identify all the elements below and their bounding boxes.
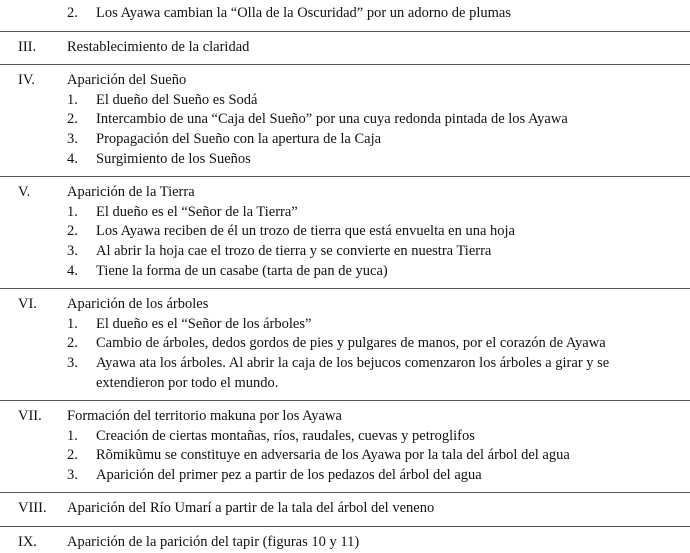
item-text: Al abrir la hoja cae el trozo de tierra y se convierte en nuestra Tierra <box>96 242 492 259</box>
item-text: Ayawa ata los árboles. Al abrir la caja de los bejucos comenzaron los árboles a girar y se extendieron por todo el mundo. <box>96 354 610 391</box>
section-numeral: IX. <box>18 534 37 551</box>
list-item <box>0 466 690 486</box>
item-text: Tiene la forma de un casabe (tarta de pan de yuca) <box>96 262 388 279</box>
item-number: 2. <box>67 223 78 240</box>
item-text: El dueño es el “Señor de los árboles” <box>96 315 312 332</box>
row-divider <box>0 288 690 289</box>
item-text: Propagación del Sueño con la apertura de la Caja <box>96 130 382 147</box>
item-number: 2. <box>67 335 78 352</box>
section-title: Aparición de la parición del tapir (figuras 10 y 11) <box>67 534 360 551</box>
item-text: Creación de ciertas montañas, ríos, raudales, cuevas y petroglifos <box>96 427 475 444</box>
item-number: 4. <box>67 150 78 167</box>
item-number: 2. <box>67 447 78 464</box>
row-divider <box>0 31 690 32</box>
section-iv <box>0 71 690 169</box>
item-text: El dueño del Sueño es Sodá <box>96 91 258 108</box>
section-numeral: V. <box>18 184 31 201</box>
item-number: 1. <box>67 427 78 444</box>
item-text: El dueño es el “Señor de la Tierra” <box>96 203 298 220</box>
item-number: 4. <box>67 262 78 279</box>
list-item <box>0 315 690 335</box>
section-title: Aparición del Sueño <box>67 72 187 89</box>
section-vii <box>0 407 690 485</box>
item-text: Los Ayawa cambian la “Olla de la Oscuridad” por un adorno de plumas <box>96 5 512 21</box>
section-numeral: IV. <box>18 72 36 89</box>
list-item <box>0 4 690 24</box>
item-text: Surgimiento de los Sueños <box>96 150 251 167</box>
item-text: Los Ayawa reciben de él un trozo de tierra que está envuelta en una hoja <box>96 223 515 240</box>
item-number: 2. <box>67 5 78 21</box>
row-divider <box>0 400 690 401</box>
section-numeral: VI. <box>18 296 37 313</box>
item-number: 3. <box>67 130 78 147</box>
list-item <box>0 446 690 466</box>
item-text: Cambio de árboles, dedos gordos de pies y pulgares de manos, por el corazón de Ayawa <box>96 335 606 352</box>
item-text: Aparición del primer pez a partir de los pedazos del árbol del agua <box>96 466 482 483</box>
row-divider <box>0 492 690 493</box>
outline-table <box>0 4 690 551</box>
item-number: 3. <box>67 466 78 483</box>
item-number: 1. <box>67 91 78 108</box>
list-item <box>0 130 690 150</box>
list-item <box>0 203 690 223</box>
item-number: 1. <box>67 315 78 332</box>
row-divider <box>0 176 690 177</box>
item-text: Rõmikũmu se constituye en adversaria de los Ayawa por la tala del árbol del agua <box>96 447 570 464</box>
item-number: 1. <box>67 203 78 220</box>
list-item <box>0 222 690 242</box>
item-text: Intercambio de una “Caja del Sueño” por una cuya redonda pintada de los Ayawa <box>96 111 568 128</box>
list-item <box>0 354 690 393</box>
item-number: 3. <box>67 242 78 259</box>
list-item <box>0 427 690 447</box>
section-ix <box>0 533 690 551</box>
item-number: 2. <box>67 111 78 128</box>
list-item <box>0 150 690 170</box>
list-item <box>0 110 690 130</box>
section-numeral: III. <box>18 38 37 55</box>
section-title: Aparición de los árboles <box>67 296 209 313</box>
row-divider <box>0 64 690 65</box>
section-numeral: VIII. <box>18 500 47 517</box>
section-numeral: VII. <box>18 408 42 425</box>
section-title: Aparición del Río Umarí a partir de la tala del árbol del veneno <box>67 500 435 517</box>
list-item <box>0 91 690 111</box>
item-number: 3. <box>67 354 78 371</box>
section-viii <box>0 499 690 519</box>
section-continued <box>0 4 690 24</box>
section-title: Restablecimiento de la claridad <box>67 38 250 55</box>
section-v <box>0 183 690 281</box>
section-title: Aparición de la Tierra <box>67 184 195 201</box>
section-title: Formación del territorio makuna por los Ayawa <box>67 408 342 425</box>
list-item <box>0 242 690 262</box>
section-iii <box>0 38 690 58</box>
list-item <box>0 262 690 282</box>
section-vi <box>0 295 690 393</box>
row-divider <box>0 526 690 527</box>
list-item <box>0 334 690 354</box>
